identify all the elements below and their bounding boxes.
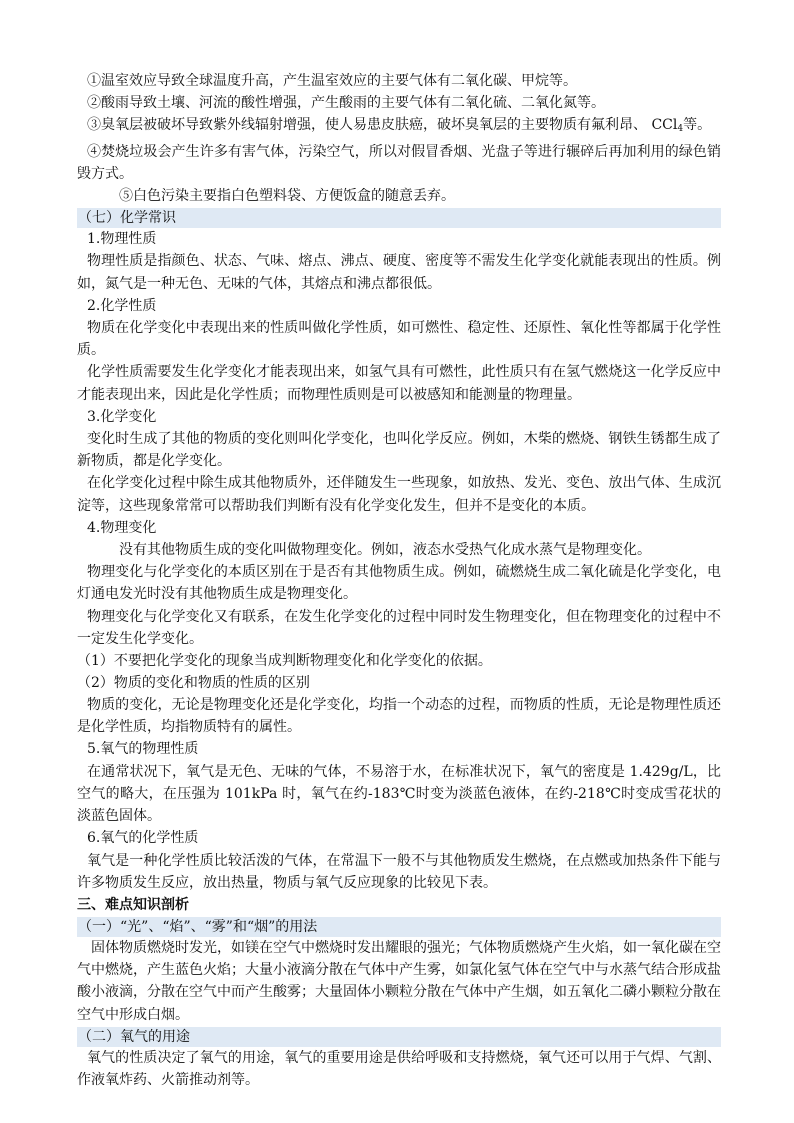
text-run: 等。 bbox=[683, 117, 712, 134]
paragraph: 物理性质是指颜色、状态、气味、熔点、沸点、硬度、密度等不需发生化学变化就能表现出的性质。例如，氮气是一种无色、无味的气体，其熔点和沸点都很低。 bbox=[77, 253, 721, 292]
part-heading: 三、难点知识剖析 bbox=[77, 896, 189, 913]
note-item: （1）不要把化学变化的现象当成判断物理变化和化学变化的依据。 bbox=[77, 653, 492, 670]
subheading: 1.物理性质 bbox=[87, 231, 157, 248]
subscript: 4 bbox=[677, 124, 684, 135]
subheading: 2.化学性质 bbox=[87, 297, 157, 314]
paragraph: ④焚烧垃圾会产生许多有害气体，污染空气，所以对假冒香烟、光盘子等进行辗碎后再加利用的绿色销毁方式。 bbox=[77, 143, 721, 182]
paragraph: 物理变化与化学变化又有联系，在发生化学变化的过程中同时发生物理变化，但在物理变化的过程中不一定发生化学变化。 bbox=[77, 608, 721, 647]
subheading: 5.氧气的物理性质 bbox=[87, 741, 199, 758]
section-heading: （一）“光”、“焰”、“雾”和“烟”的用法 bbox=[77, 917, 721, 937]
paragraph: 变化时生成了其他的物质的变化则叫化学变化，也叫化学反应。例如，木柴的燃烧、钢铁生锈都生成了新物质，都是化学变化。 bbox=[77, 431, 721, 470]
paragraph: 没有其他物质生成的变化叫做物理变化。例如，液态水受热气化成水蒸气是物理变化。 bbox=[119, 542, 651, 559]
paragraph: 物质在化学变化中表现出来的性质叫做化学性质，如可燃性、稳定性、还原性、氧化性等都属于化学性质。 bbox=[77, 320, 721, 359]
paragraph: 化学性质需要发生化学变化才能表现出来，如氢气具有可燃性，此性质只有在氢气燃烧这一化学反应中才能表现出来，因此是化学性质；而物理性质则是可以被感知和能测量的物理量。 bbox=[77, 364, 721, 403]
note-item: （2）物质的变化和物质的性质的区别 bbox=[77, 675, 310, 692]
subheading: 4.物理变化 bbox=[87, 519, 157, 536]
paragraph: 在化学变化过程中除生成其他物质外，还伴随发生一些现象，如放热、发光、变色、放出气体、生成沉淀等，这些现象常常可以帮助我们判断有没有化学变化发生，但并不是变化的本质。 bbox=[77, 475, 721, 514]
section-heading: （二）氧气的用途 bbox=[77, 1027, 721, 1047]
subheading: 6.氧气的化学性质 bbox=[87, 830, 199, 847]
text-run: ③臭氧层被破坏导致紫外线辐射增强，使人易患皮肤癌，破坏臭氧层的主要物质有氟利昂、 CCl bbox=[87, 117, 678, 134]
paragraph: ②酸雨导致土壤、河流的酸性增强，产生酸雨的主要气体有二氧化硫、二氧化氮等。 bbox=[87, 95, 605, 112]
section-heading: （七）化学常识 bbox=[77, 208, 721, 228]
paragraph: 在通常状况下，氧气是无色、无味的气体，不易溶于水，在标准状况下，氧气的密度是 1.429g/L，比空气的略大，在压强为 101kPa 时，氧气在约-183℃时变为淡蓝色液体，在约-218℃时变成雪花状的淡蓝色固体。 bbox=[77, 763, 721, 825]
paragraph bbox=[77, 114, 721, 140]
paragraph: 氧气的性质决定了氧气的用途，氧气的重要用途是供给呼吸和支持燃烧，氧气还可以用于气焊、气割、作液氧炸药、火箭推动剂等。 bbox=[77, 1049, 721, 1088]
paragraph: 固体物质燃烧时发光，如镁在空气中燃烧时发出耀眼的强光；气体物质燃烧产生火焰，如一氧化碳在空气中燃烧，产生蓝色火焰；大量小液滴分散在气体中产生雾，如氯化氢气体在空气中与水蒸气结合形成盐酸小液滴，分散在空气中而产生酸雾；大量固体小颗粒分散在气体中产生烟，如五氧化二磷小颗粒分散在空气中形成白烟。 bbox=[77, 939, 721, 1023]
paragraph: ⑤白色污染主要指白色塑料袋、方便饭盒的随意丢弃。 bbox=[119, 188, 455, 205]
document-page bbox=[77, 70, 721, 1091]
subheading: 3.化学变化 bbox=[87, 408, 157, 425]
paragraph: 物质的变化，无论是物理变化还是化学变化，均指一个动态的过程，而物质的性质，无论是物理性质还是化学性质，均指物质特有的属性。 bbox=[77, 697, 721, 736]
paragraph: 氧气是一种化学性质比较活泼的气体，在常温下一般不与其他物质发生燃烧，在点燃或加热条件下能与许多物质发生反应，放出热量，物质与氧气反应现象的比较见下表。 bbox=[77, 852, 721, 891]
paragraph: 物理变化与化学变化的本质区别在于是否有其他物质生成。例如，硫燃烧生成二氧化硫是化学变化，电灯通电发光时没有其他物质生成是物理变化。 bbox=[77, 564, 721, 603]
paragraph: ①温室效应导致全球温度升高，产生温室效应的主要气体有二氧化碳、甲烷等。 bbox=[87, 73, 577, 89]
